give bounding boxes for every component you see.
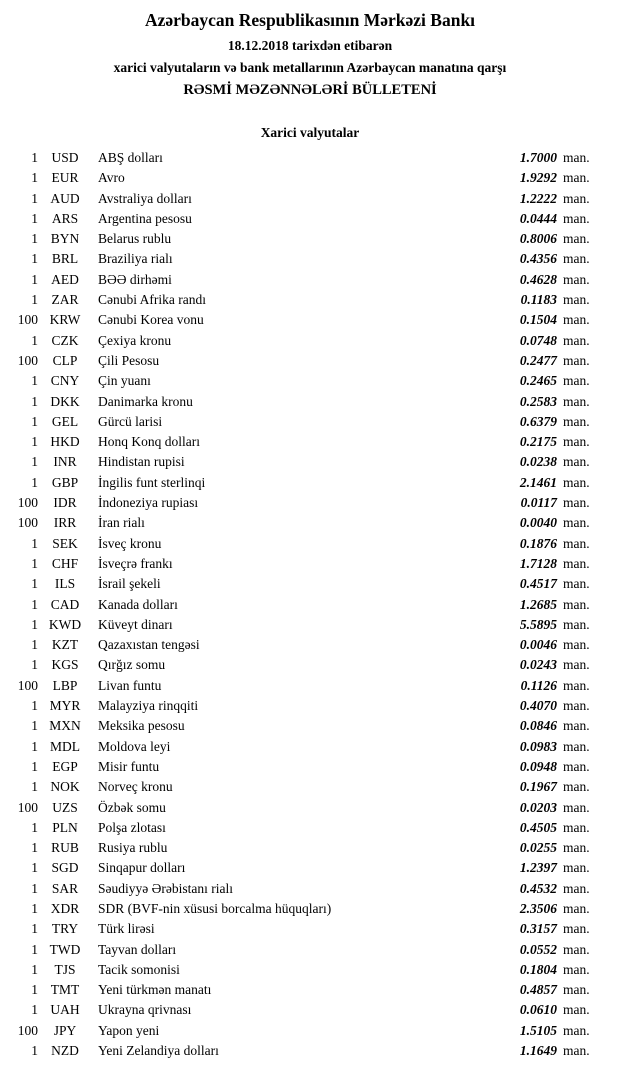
currency-name: Ukrayna qrivnası bbox=[98, 1002, 192, 1018]
currency-quantity: 1 bbox=[31, 170, 38, 186]
currency-name: Misir funtu bbox=[98, 758, 160, 774]
currency-code: BRL bbox=[51, 251, 79, 267]
currency-quantity: 1 bbox=[31, 535, 38, 551]
currency-unit: man. bbox=[563, 352, 590, 368]
currency-rate: 1.2222 bbox=[519, 190, 557, 206]
currency-code: NOK bbox=[50, 779, 80, 795]
currency-quantity: 1 bbox=[31, 616, 38, 632]
currency-name: Tayvan dolları bbox=[98, 941, 177, 957]
currency-rate: 0.4505 bbox=[519, 819, 557, 835]
currency-code: CLP bbox=[52, 352, 78, 368]
currency-unit: man. bbox=[563, 779, 590, 795]
currency-code: BYN bbox=[50, 231, 80, 247]
currency-rate: 0.1126 bbox=[520, 677, 557, 693]
currency-unit: man. bbox=[563, 170, 590, 186]
rate-row bbox=[6, 818, 597, 838]
currency-name: Kanada dolları bbox=[98, 596, 178, 612]
currency-unit: man. bbox=[563, 840, 590, 856]
currency-quantity: 1 bbox=[31, 860, 38, 876]
currency-code: SGD bbox=[51, 860, 79, 876]
rate-row bbox=[6, 351, 597, 371]
currency-quantity: 1 bbox=[31, 961, 38, 977]
currency-rate: 0.0610 bbox=[519, 1002, 557, 1018]
currency-name: Cənubi Afrika randı bbox=[98, 292, 206, 308]
currency-rate: 2.1461 bbox=[519, 474, 557, 490]
currency-code: TWD bbox=[49, 941, 81, 957]
currency-unit: man. bbox=[563, 312, 590, 328]
currency-code: IDR bbox=[53, 495, 77, 511]
rate-row bbox=[6, 229, 597, 249]
currency-unit: man. bbox=[563, 150, 590, 165]
rate-row bbox=[6, 513, 597, 533]
currency-unit: man. bbox=[563, 921, 590, 937]
currency-quantity: 1 bbox=[31, 251, 38, 267]
rate-row bbox=[6, 798, 597, 818]
rate-row bbox=[6, 148, 597, 168]
currency-name: İsveç kronu bbox=[98, 535, 162, 551]
currency-unit: man. bbox=[563, 758, 590, 774]
currency-rate: 0.0203 bbox=[519, 799, 557, 815]
currency-code: EUR bbox=[51, 170, 79, 186]
currency-code: KWD bbox=[48, 616, 82, 632]
bulletin-header bbox=[0, 6, 620, 99]
currency-rate: 1.9292 bbox=[519, 170, 557, 186]
currency-unit: man. bbox=[563, 393, 590, 409]
rate-row bbox=[6, 879, 597, 899]
currency-name: İndoneziya rupiası bbox=[98, 495, 199, 511]
currency-rate: 0.8006 bbox=[519, 231, 557, 247]
currency-code: UZS bbox=[52, 799, 78, 815]
currency-name: Braziliya rialı bbox=[98, 251, 173, 267]
currency-code: GEL bbox=[51, 413, 79, 429]
currency-code: JPY bbox=[53, 1022, 77, 1038]
rate-row bbox=[6, 757, 597, 777]
currency-name: Qırğız somu bbox=[98, 657, 166, 673]
currency-rate: 0.6379 bbox=[519, 413, 557, 429]
currency-name: Hindistan rupisi bbox=[98, 454, 185, 470]
rate-row bbox=[6, 899, 597, 919]
currency-rate: 0.0243 bbox=[519, 657, 557, 673]
currency-quantity: 1 bbox=[31, 779, 38, 795]
currency-unit: man. bbox=[563, 576, 590, 592]
currency-rate: 0.4857 bbox=[519, 982, 557, 998]
currency-code: TRY bbox=[51, 921, 79, 937]
currency-quantity: 1 bbox=[31, 1043, 38, 1059]
currency-unit: man. bbox=[563, 596, 590, 612]
currency-quantity: 1 bbox=[31, 982, 38, 998]
bulletin-subtitle: xarici valyutaların və bank metallarının Azərbaycan manatına qarşı bbox=[113, 60, 507, 75]
currency-quantity: 1 bbox=[31, 555, 38, 571]
currency-name: Türk lirəsi bbox=[98, 921, 155, 937]
currency-quantity: 1 bbox=[31, 758, 38, 774]
currency-rate: 1.7000 bbox=[519, 150, 557, 165]
currency-name: Avro bbox=[98, 170, 125, 186]
currency-unit: man. bbox=[563, 738, 590, 754]
currency-unit: man. bbox=[563, 210, 590, 226]
currency-quantity: 1 bbox=[31, 413, 38, 429]
rates-table-body bbox=[0, 148, 620, 1061]
currency-name: Norveç kronu bbox=[98, 779, 173, 795]
currency-rate: 0.1183 bbox=[520, 292, 557, 308]
currency-name: Çexiya kronu bbox=[98, 332, 172, 348]
currency-rate: 0.4517 bbox=[519, 576, 557, 592]
effective-date-line: 18.12.2018 tarixdən etibarən bbox=[227, 38, 393, 53]
currency-rate: 0.0748 bbox=[519, 332, 557, 348]
currency-unit: man. bbox=[563, 1043, 590, 1059]
currency-code: XDR bbox=[50, 900, 80, 916]
rate-row bbox=[6, 534, 597, 554]
currency-quantity: 100 bbox=[17, 352, 38, 368]
currency-rate: 1.2397 bbox=[519, 860, 557, 876]
currency-unit: man. bbox=[563, 982, 590, 998]
currency-code: SEK bbox=[52, 535, 78, 551]
currency-unit: man. bbox=[563, 251, 590, 267]
currency-code: KZT bbox=[51, 637, 79, 653]
currency-quantity: 1 bbox=[31, 819, 38, 835]
currency-rate: 1.2685 bbox=[519, 596, 557, 612]
rate-row bbox=[6, 432, 597, 452]
currency-code: KGS bbox=[51, 657, 79, 673]
currency-name: Argentina pesosu bbox=[98, 210, 192, 226]
currency-name: Livan funtu bbox=[98, 677, 162, 693]
currency-code: USD bbox=[51, 150, 79, 165]
currency-code: MDL bbox=[50, 738, 80, 754]
currency-quantity: 1 bbox=[31, 210, 38, 226]
currency-name: İran rialı bbox=[98, 515, 145, 531]
currency-unit: man. bbox=[563, 373, 590, 389]
currency-name: Rusiya rublu bbox=[98, 840, 168, 856]
currency-unit: man. bbox=[563, 454, 590, 470]
currency-quantity: 1 bbox=[31, 474, 38, 490]
currency-quantity: 1 bbox=[31, 637, 38, 653]
section-title-foreign-currencies: Xarici valyutalar bbox=[260, 125, 360, 140]
currency-name: Səudiyyə Ərəbistanı rialı bbox=[98, 880, 233, 896]
rate-row bbox=[6, 676, 597, 696]
currency-rate: 0.0238 bbox=[519, 454, 557, 470]
currency-quantity: 100 bbox=[17, 1022, 38, 1038]
rate-row bbox=[6, 310, 597, 330]
currency-quantity: 1 bbox=[31, 1002, 38, 1018]
currency-unit: man. bbox=[563, 555, 590, 571]
currency-name: SDR (BVF-nin xüsusi borcalma hüquqları) bbox=[98, 900, 332, 916]
currency-code: AUD bbox=[50, 190, 80, 206]
currency-quantity: 1 bbox=[31, 454, 38, 470]
currency-name: Honq Konq dolları bbox=[98, 434, 200, 450]
rate-row bbox=[6, 270, 597, 290]
currency-unit: man. bbox=[563, 231, 590, 247]
currency-code: RUB bbox=[51, 840, 79, 856]
currency-code: DKK bbox=[50, 393, 80, 409]
rate-row bbox=[6, 189, 597, 209]
currency-rate: 0.0444 bbox=[519, 210, 557, 226]
currency-rate: 0.2465 bbox=[519, 373, 557, 389]
currency-unit: man. bbox=[563, 332, 590, 348]
currency-rate: 0.0983 bbox=[519, 738, 557, 754]
currency-unit: man. bbox=[563, 819, 590, 835]
currency-unit: man. bbox=[563, 637, 590, 653]
rate-row bbox=[6, 1021, 597, 1041]
currency-code: ILS bbox=[54, 576, 76, 592]
currency-rate: 0.4356 bbox=[519, 251, 557, 267]
rate-row bbox=[6, 574, 597, 594]
rate-row bbox=[6, 392, 597, 412]
rate-row bbox=[6, 777, 597, 797]
currency-code: CHF bbox=[51, 555, 79, 571]
currency-quantity: 1 bbox=[31, 941, 38, 957]
currency-name: Sinqapur dolları bbox=[98, 860, 186, 876]
currency-name: Malayziya rinqqiti bbox=[98, 698, 199, 714]
currency-quantity: 1 bbox=[31, 393, 38, 409]
currency-rate: 0.1876 bbox=[519, 535, 557, 551]
rate-row bbox=[6, 838, 597, 858]
currency-quantity: 100 bbox=[17, 495, 38, 511]
rate-row bbox=[6, 290, 597, 310]
currency-quantity: 1 bbox=[31, 150, 38, 165]
currency-unit: man. bbox=[563, 1002, 590, 1018]
currency-rate: 0.4628 bbox=[519, 271, 557, 287]
currency-quantity: 1 bbox=[31, 576, 38, 592]
currency-code: ARS bbox=[51, 210, 79, 226]
currency-rate: 0.4070 bbox=[519, 698, 557, 714]
rate-row bbox=[6, 635, 597, 655]
currency-rate: 0.2583 bbox=[519, 393, 557, 409]
currency-rate: 0.2175 bbox=[519, 434, 557, 450]
rate-row bbox=[6, 554, 597, 574]
currency-name: Yapon yeni bbox=[98, 1022, 160, 1038]
currency-code: IRR bbox=[53, 515, 77, 531]
currency-rate: 0.4532 bbox=[519, 880, 557, 896]
bank-title: Azərbaycan Respublikasının Mərkəzi Bankı bbox=[144, 10, 476, 30]
currency-name: Cənubi Korea vonu bbox=[98, 312, 204, 328]
rate-row bbox=[6, 696, 597, 716]
currency-name: İngilis funt sterlinqi bbox=[98, 474, 206, 490]
currency-quantity: 100 bbox=[17, 677, 38, 693]
currency-unit: man. bbox=[563, 190, 590, 206]
currency-quantity: 1 bbox=[31, 434, 38, 450]
currency-name: Küveyt dinarı bbox=[98, 616, 173, 632]
rate-row bbox=[6, 1000, 597, 1020]
currency-unit: man. bbox=[563, 515, 590, 531]
currency-rate: 5.5895 bbox=[519, 616, 557, 632]
currency-rate: 0.1967 bbox=[519, 779, 557, 795]
currency-rate: 0.2477 bbox=[519, 352, 557, 368]
currency-quantity: 1 bbox=[31, 900, 38, 916]
currency-rate: 0.0948 bbox=[519, 758, 557, 774]
currency-name: BƏƏ dirhəmi bbox=[98, 271, 172, 287]
currency-name: Yeni Zelandiya dolları bbox=[98, 1043, 219, 1059]
rate-row bbox=[6, 737, 597, 757]
currency-code: CNY bbox=[50, 373, 80, 389]
currency-rate: 1.7128 bbox=[519, 555, 557, 571]
currency-quantity: 1 bbox=[31, 657, 38, 673]
currency-quantity: 1 bbox=[31, 921, 38, 937]
currency-name: Gürcü larisi bbox=[98, 413, 163, 429]
currency-code: INR bbox=[53, 454, 77, 470]
currency-quantity: 100 bbox=[17, 515, 38, 531]
currency-code: KRW bbox=[49, 312, 81, 328]
currency-quantity: 1 bbox=[31, 718, 38, 734]
currency-quantity: 1 bbox=[31, 271, 38, 287]
currency-rate: 0.0117 bbox=[520, 495, 557, 511]
rate-row bbox=[6, 452, 597, 472]
rate-row bbox=[6, 960, 597, 980]
currency-name: İsrail şekeli bbox=[98, 576, 161, 592]
rate-row bbox=[6, 655, 597, 675]
currency-rate: 0.0046 bbox=[519, 637, 557, 653]
currency-rate: 0.1504 bbox=[519, 312, 557, 328]
currency-unit: man. bbox=[563, 413, 590, 429]
rate-row bbox=[6, 249, 597, 269]
currency-unit: man. bbox=[563, 434, 590, 450]
currency-name: İsveçrə frankı bbox=[98, 555, 173, 571]
currency-quantity: 1 bbox=[31, 596, 38, 612]
rate-row bbox=[6, 371, 597, 391]
currency-code: MXN bbox=[49, 718, 81, 734]
currency-unit: man. bbox=[563, 474, 590, 490]
currency-rate: 0.0846 bbox=[519, 718, 557, 734]
currency-rate: 0.0552 bbox=[519, 941, 557, 957]
rate-row bbox=[6, 168, 597, 188]
currency-name: Özbək somu bbox=[98, 799, 166, 815]
currency-unit: man. bbox=[563, 961, 590, 977]
currency-name: Danimarka kronu bbox=[98, 393, 193, 409]
currency-name: Çili Pesosu bbox=[98, 352, 160, 368]
currency-unit: man. bbox=[563, 616, 590, 632]
currency-quantity: 1 bbox=[31, 698, 38, 714]
currency-quantity: 1 bbox=[31, 840, 38, 856]
currency-code: SAR bbox=[51, 880, 79, 896]
currency-rate: 1.5105 bbox=[519, 1022, 557, 1038]
currency-code: LBP bbox=[52, 677, 78, 693]
currency-name: Belarus rublu bbox=[98, 231, 172, 247]
currency-rate: 2.3506 bbox=[519, 900, 557, 916]
currency-code: PLN bbox=[52, 819, 78, 835]
currency-unit: man. bbox=[563, 799, 590, 815]
rate-row bbox=[6, 940, 597, 960]
currency-name: Çin yuanı bbox=[98, 373, 151, 389]
rate-row bbox=[6, 919, 597, 939]
currency-code: HKD bbox=[50, 434, 80, 450]
currency-quantity: 1 bbox=[31, 738, 38, 754]
currency-quantity: 1 bbox=[31, 190, 38, 206]
currency-unit: man. bbox=[563, 900, 590, 916]
rate-row bbox=[6, 716, 597, 736]
currency-unit: man. bbox=[563, 495, 590, 511]
currency-name: Moldova leyi bbox=[98, 738, 171, 754]
currency-quantity: 100 bbox=[17, 799, 38, 815]
currency-quantity: 100 bbox=[17, 312, 38, 328]
currency-name: Polşa zlotası bbox=[98, 819, 166, 835]
rate-row bbox=[6, 980, 597, 1000]
rate-row bbox=[6, 858, 597, 878]
currency-name: Qazaxıstan tengəsi bbox=[98, 637, 200, 653]
currency-unit: man. bbox=[563, 941, 590, 957]
currency-code: EGP bbox=[52, 758, 78, 774]
currency-unit: man. bbox=[563, 1022, 590, 1038]
currency-unit: man. bbox=[563, 271, 590, 287]
rate-row bbox=[6, 493, 597, 513]
currency-quantity: 1 bbox=[31, 880, 38, 896]
currency-rate: 0.3157 bbox=[519, 921, 557, 937]
rate-row bbox=[6, 473, 597, 493]
currency-unit: man. bbox=[563, 535, 590, 551]
currency-rate: 0.0255 bbox=[519, 840, 557, 856]
currency-name: ABŞ dolları bbox=[98, 150, 163, 165]
currency-code: CZK bbox=[51, 332, 79, 348]
currency-quantity: 1 bbox=[31, 292, 38, 308]
currency-code: ZAR bbox=[51, 292, 79, 308]
currency-code: MYR bbox=[49, 698, 81, 714]
bulletin-name: RƏSMİ MƏZƏNNƏLƏRİ BÜLLETENİ bbox=[183, 82, 437, 98]
rate-row bbox=[6, 1041, 597, 1061]
rate-row bbox=[6, 412, 597, 432]
rate-row bbox=[6, 615, 597, 635]
currency-name: Meksika pesosu bbox=[98, 718, 185, 734]
currency-name: Yeni türkmən manatı bbox=[98, 982, 212, 998]
currency-code: UAH bbox=[50, 1002, 80, 1018]
currency-name: Avstraliya dolları bbox=[98, 190, 192, 206]
currency-code: TMT bbox=[50, 982, 80, 998]
currency-unit: man. bbox=[563, 860, 590, 876]
currency-unit: man. bbox=[563, 718, 590, 734]
currency-rate: 1.1649 bbox=[519, 1043, 557, 1059]
rate-row bbox=[6, 209, 597, 229]
currency-unit: man. bbox=[563, 292, 590, 308]
currency-rate: 0.0040 bbox=[519, 515, 557, 531]
currency-quantity: 1 bbox=[31, 332, 38, 348]
currency-quantity: 1 bbox=[31, 231, 38, 247]
currency-rate: 0.1804 bbox=[519, 961, 557, 977]
currency-unit: man. bbox=[563, 698, 590, 714]
currency-quantity: 1 bbox=[31, 373, 38, 389]
rate-row bbox=[6, 331, 597, 351]
currency-code: TJS bbox=[54, 961, 76, 977]
currency-unit: man. bbox=[563, 880, 590, 896]
currency-name: Tacik somonisi bbox=[98, 961, 180, 977]
currency-code: AED bbox=[51, 271, 79, 287]
currency-unit: man. bbox=[563, 657, 590, 673]
currency-unit: man. bbox=[563, 677, 590, 693]
rate-row bbox=[6, 595, 597, 615]
currency-code: NZD bbox=[51, 1043, 79, 1059]
currency-code: GBP bbox=[51, 474, 79, 490]
currency-code: CAD bbox=[50, 596, 80, 612]
